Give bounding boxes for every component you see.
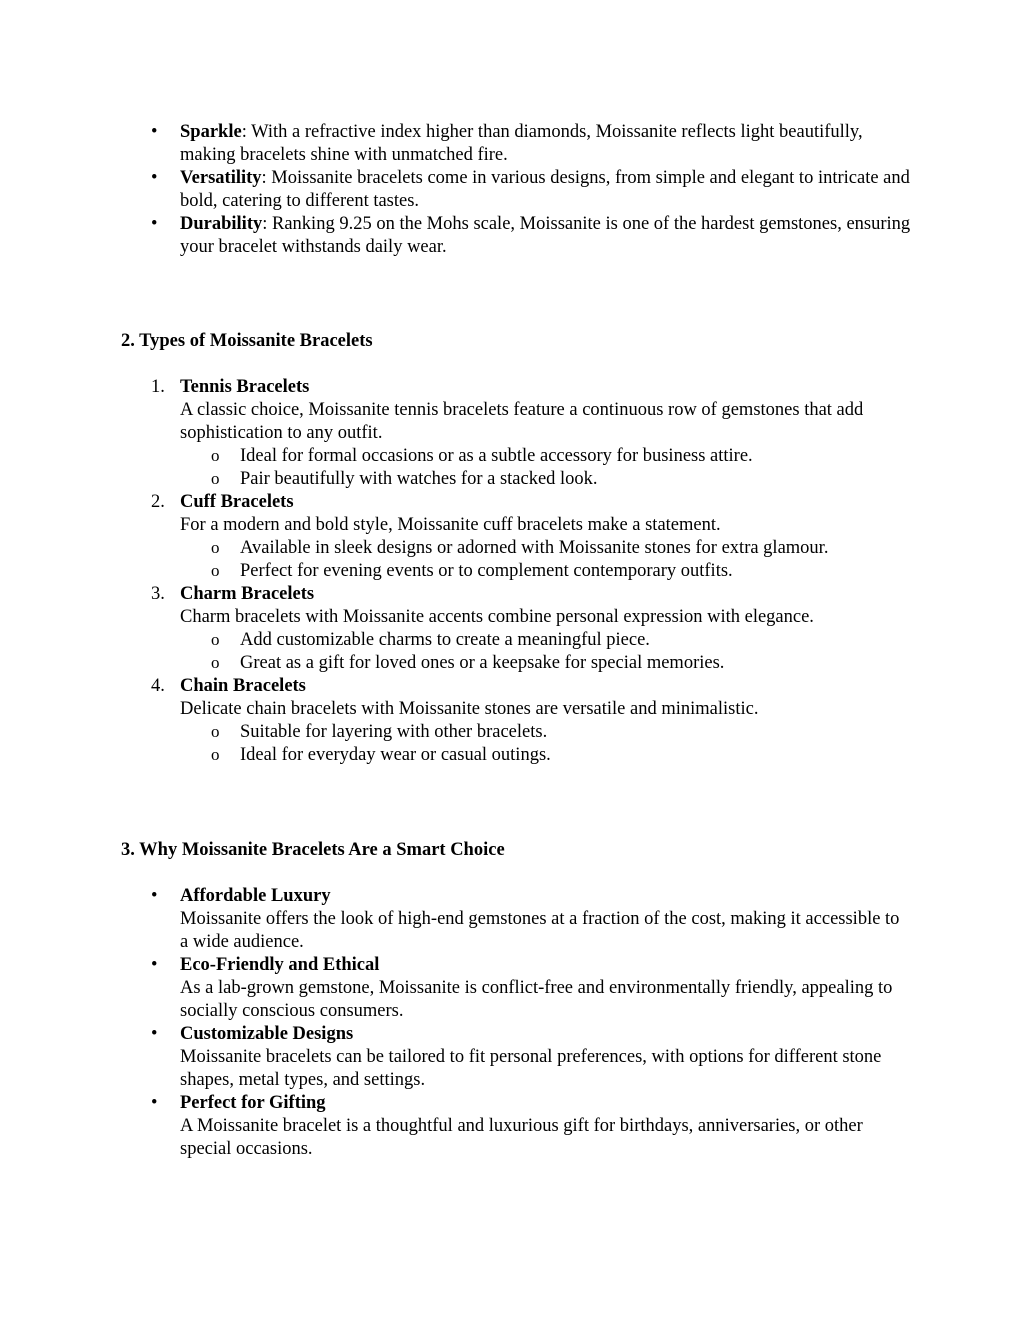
- feature-term: Sparkle: [180, 122, 242, 142]
- bullet-marker: •: [151, 168, 158, 188]
- bullet-marker: •: [151, 1093, 158, 1113]
- list-item-customizable: [121, 1023, 911, 1092]
- sub-list: [180, 629, 911, 675]
- sub-bullet-marker: o: [211, 722, 220, 741]
- section-heading-smart-choice: 3. Why Moissanite Bracelets Are a Smart Choice: [121, 840, 505, 860]
- sub-list-item: o Great as a gift for loved ones or a keepsake for special memories.: [211, 653, 725, 673]
- item-title: Perfect for Gifting: [180, 1093, 326, 1113]
- bullet-marker: •: [151, 1024, 158, 1044]
- list-item-cuff: [121, 491, 911, 583]
- sub-list-item: o Available in sleek designs or adorned with Moissanite stones for extra glamour.: [211, 538, 829, 558]
- item-description: As a lab-grown gemstone, Moissanite is conflict-free and environmentally friendly, appealing to socially conscious consumers.: [180, 978, 893, 1021]
- sub-bullet-marker: o: [211, 446, 220, 465]
- feature-text: Moissanite bracelets come in various designs, from simple and elegant to intricate and bold, catering to different tastes.: [180, 168, 910, 211]
- bracelet-types-list: [121, 376, 911, 767]
- bullet-marker: •: [151, 214, 158, 234]
- item-description: Delicate chain bracelets with Moissanite stones are versatile and minimalistic.: [180, 699, 759, 719]
- list-number: 4.: [151, 676, 165, 696]
- feature-text: Ranking 9.25 on the Mohs scale, Moissanite is one of the hardest gemstones, ensuring your bracelet withstands daily wear.: [180, 214, 911, 257]
- sub-list: [180, 721, 911, 767]
- sub-list-item: o Add customizable charms to create a meaningful piece.: [211, 630, 650, 650]
- list-item-charm: [121, 583, 911, 675]
- item-title: Tennis Bracelets: [180, 377, 310, 397]
- sub-bullet-marker: o: [211, 538, 220, 557]
- item-title: Affordable Luxury: [180, 886, 331, 906]
- item-title: Charm Bracelets: [180, 584, 315, 604]
- sub-list-item: o Ideal for formal occasions or as a subtle accessory for business attire.: [211, 446, 753, 466]
- sub-bullet-marker: o: [211, 561, 220, 580]
- list-item-tennis: [121, 376, 911, 491]
- item-description: A Moissanite bracelet is a thoughtful and luxurious gift for birthdays, anniversaries, or other special occasions.: [180, 1116, 863, 1159]
- list-item-affordable-luxury: [121, 885, 911, 954]
- feature-term: Durability: [180, 214, 263, 234]
- sub-bullet-marker: o: [211, 469, 220, 488]
- smart-choice-list: [121, 885, 911, 1161]
- feature-item-durability: • Durability: Ranking 9.25 on the Mohs scale, Moissanite is one of the hardest gemstones, ensuring your bracelet withstands daily wear.: [151, 214, 911, 257]
- item-title: Chain Bracelets: [180, 676, 306, 696]
- list-number: 1.: [151, 377, 165, 397]
- item-title: Eco-Friendly and Ethical: [180, 955, 380, 975]
- sub-list-item: o Suitable for layering with other bracelets.: [211, 722, 548, 742]
- bullet-marker: •: [151, 955, 158, 975]
- list-number: 3.: [151, 584, 165, 604]
- feature-term: Versatility: [180, 168, 262, 188]
- sub-list: [180, 537, 911, 583]
- intro-feature-list: [121, 121, 911, 259]
- sub-list: [180, 445, 911, 491]
- item-description: A classic choice, Moissanite tennis bracelets feature a continuous row of gemstones that add sophistication to any outfit.: [180, 400, 864, 443]
- sub-bullet-marker: o: [211, 745, 220, 764]
- list-item-gifting: [121, 1092, 911, 1161]
- sub-list-item: o Perfect for evening events or to complement contemporary outfits.: [211, 561, 733, 581]
- item-description: Moissanite bracelets can be tailored to fit personal preferences, with options for different stone shapes, metal types, and settings.: [180, 1047, 882, 1090]
- item-description: Charm bracelets with Moissanite accents combine personal expression with elegance.: [180, 607, 814, 627]
- item-title: Cuff Bracelets: [180, 492, 294, 512]
- section-heading-types: 2. Types of Moissanite Bracelets: [121, 331, 373, 351]
- sub-list-item: o Ideal for everyday wear or casual outings.: [211, 745, 551, 765]
- bullet-marker: •: [151, 886, 158, 906]
- item-description: Moissanite offers the look of high-end gemstones at a fraction of the cost, making it accessible to a wide audience.: [180, 909, 900, 952]
- sub-bullet-marker: o: [211, 653, 220, 672]
- bullet-marker: •: [151, 122, 158, 142]
- feature-item-sparkle: • Sparkle: With a refractive index higher than diamonds, Moissanite reflects light beautifully, making bracelets shine with unmatched fire.: [151, 122, 863, 165]
- item-description: For a modern and bold style, Moissanite cuff bracelets make a statement.: [180, 515, 721, 535]
- list-item-eco-friendly: [121, 954, 911, 1023]
- item-title: Customizable Designs: [180, 1024, 354, 1044]
- sub-bullet-marker: o: [211, 630, 220, 649]
- feature-text: With a refractive index higher than diamonds, Moissanite reflects light beautifully, making bracelets shine with unmatched fire.: [180, 122, 863, 165]
- sub-list-item: o Pair beautifully with watches for a stacked look.: [211, 469, 598, 489]
- list-item-chain: [121, 675, 911, 767]
- feature-item-versatility: • Versatility: Moissanite bracelets come in various designs, from simple and elegant to intricate and bold, catering to different tastes.: [151, 168, 910, 211]
- list-number: 2.: [151, 492, 165, 512]
